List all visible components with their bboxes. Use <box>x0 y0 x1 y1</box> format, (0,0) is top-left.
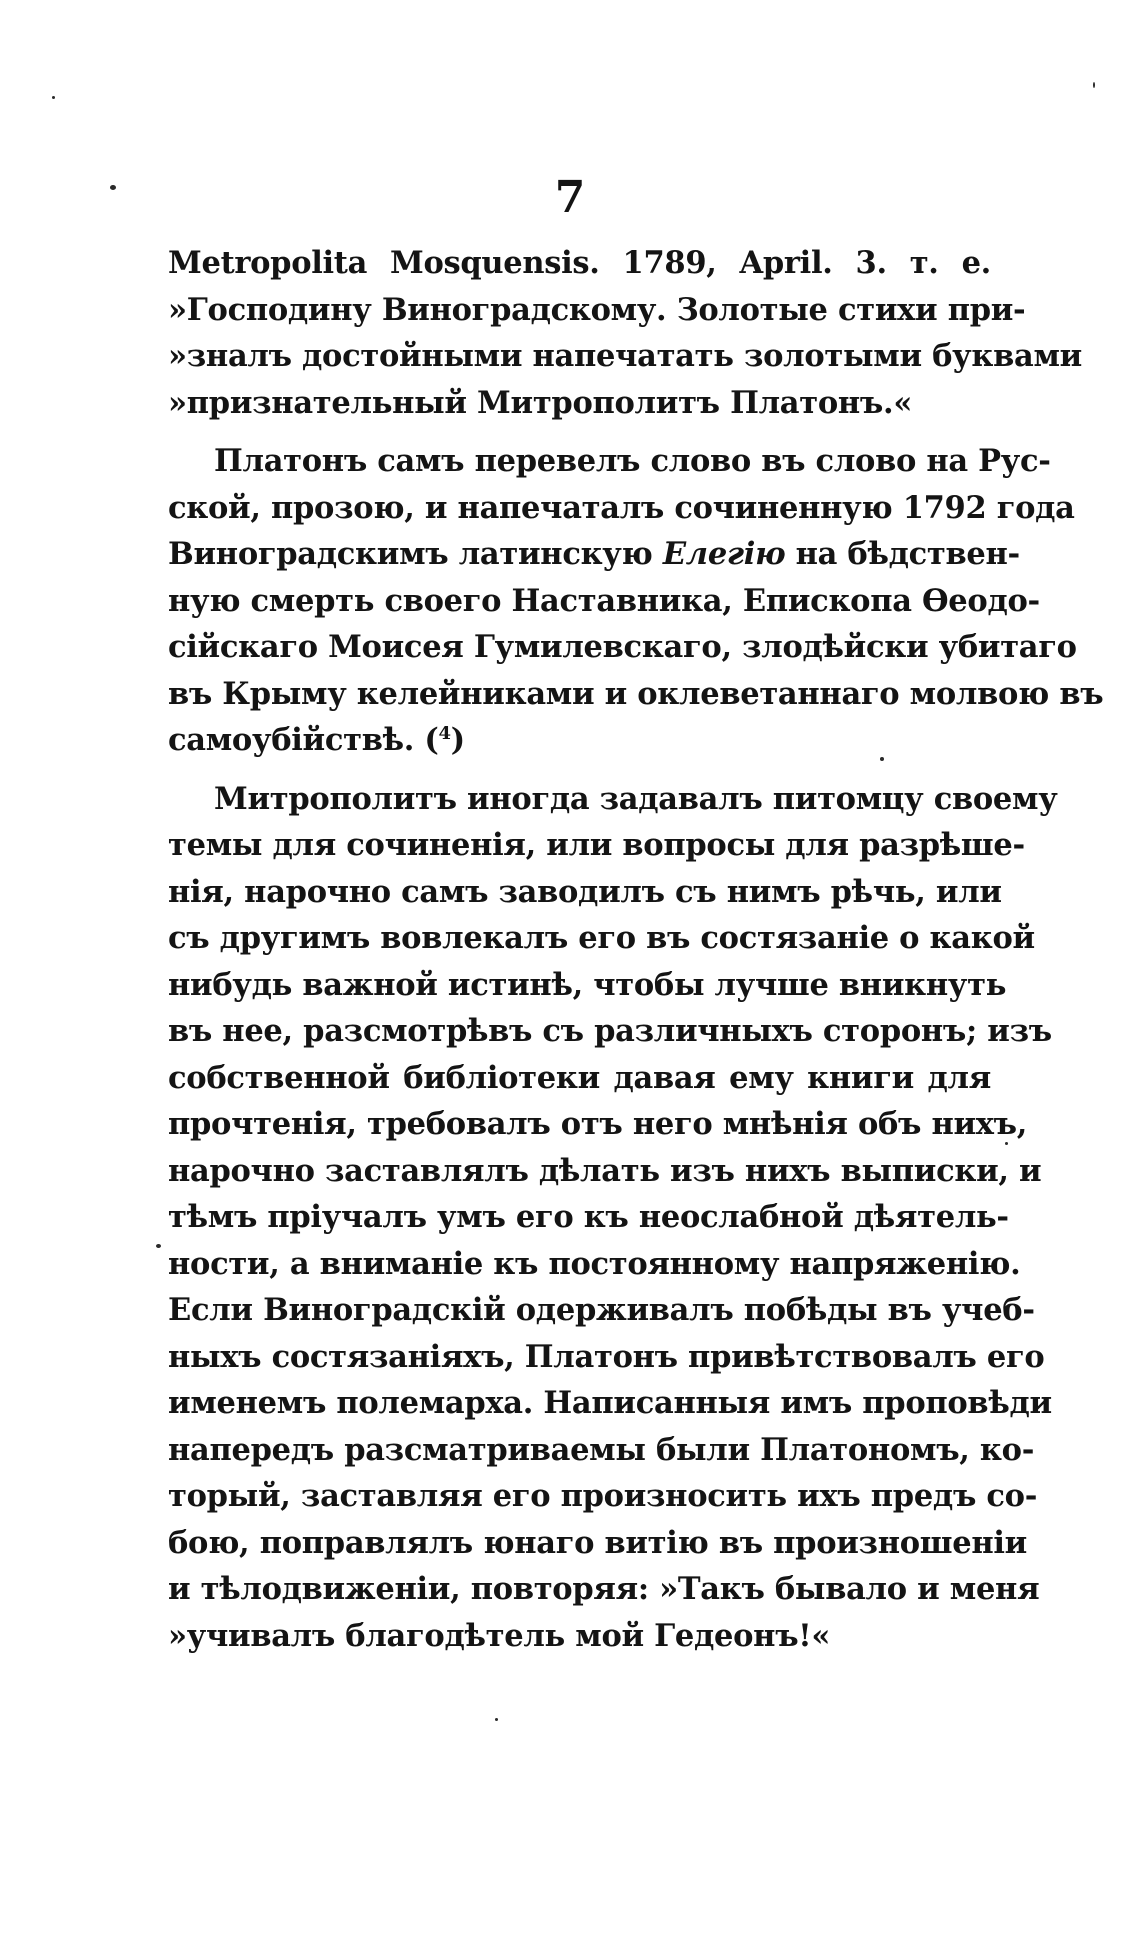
scan-speck <box>1005 1142 1008 1145</box>
text-line: нарочно заставлялъ дѣлать изъ нихъ выписки, и <box>168 1152 1042 1189</box>
text-line: »учивалъ благодѣтель мой Гедеонъ!« <box>168 1617 831 1654</box>
text-line: собственной библіотеки давая ему книги для <box>168 1059 991 1096</box>
text-line: съ другимъ вовлекалъ его въ состязаніе о какой <box>168 920 1035 956</box>
text-line: напередъ разсматриваемы были Платономъ, ко- <box>168 1431 1035 1468</box>
text-line: торый, заставляя его произносить ихъ предъ со- <box>168 1478 1038 1514</box>
page-number: 7 <box>554 172 586 223</box>
scan-speck <box>1093 82 1095 88</box>
text-line: именемъ полемарха. Написанныя имъ проповѣди <box>168 1385 1052 1421</box>
text-line: въ Крыму келейниками и оклеветаннаго молвою въ <box>168 675 1104 712</box>
text-run: самоубійствѣ. ( <box>168 722 439 758</box>
text-line: Metropolita Mosquensis. 1789, April. 3. т. е. <box>168 245 991 281</box>
text-line: бою, поправлялъ юнаго витію въ произношеніи <box>168 1524 1028 1561</box>
text-line: прочтенія, требовалъ отъ него мнѣнія объ нихъ, <box>168 1106 1028 1142</box>
text-run: Виноградскимъ латинскую <box>168 536 663 572</box>
scan-speck <box>156 1244 161 1248</box>
body-text <box>168 240 1104 1659</box>
text-line: нибудь важной истинѣ, чтобы лучше вникнуть <box>168 966 1007 1003</box>
text-run: на бѣдствен- <box>785 536 1020 572</box>
scan-speck <box>880 757 884 761</box>
text-line: ской, прозою, и напечаталъ сочиненную 1792 года <box>168 489 1075 526</box>
text-line: темы для сочиненія, или вопросы для разрѣше- <box>168 827 1025 863</box>
text-line: Если Виноградскій одерживалъ побѣды въ учеб- <box>168 1292 1035 1328</box>
text-run: ) <box>450 722 465 758</box>
paragraph-3 <box>168 776 1058 1660</box>
text-line: »зналъ достойными напечатать золотыми буквами <box>168 338 1082 374</box>
text-line: и тѣлодвиженіи, повторяя: »Такъ бывало и меня <box>168 1571 1040 1607</box>
scan-speck <box>110 185 116 190</box>
paragraph-2 <box>168 438 1104 764</box>
italic-word: Елегію <box>662 536 786 572</box>
text-line-with-footnote <box>168 717 991 764</box>
footnote-marker: 4 <box>438 722 451 744</box>
text-line: тѣмъ пріучалъ умъ его къ неослабной дѣятель- <box>168 1199 1009 1235</box>
scan-speck <box>495 1718 498 1721</box>
text-line: сійскаго Моисея Гумилевскаго, злодѣйски убитаго <box>168 629 1077 665</box>
text-line: ныхъ состязаніяхъ, Платонъ привѣтствовалъ его <box>168 1338 1045 1375</box>
text-line: ную смерть своего Наставника, Епископа Өеодо- <box>168 582 1040 619</box>
text-line: въ нее, разсмотрѣвъ съ различныхъ сторонъ; изъ <box>168 1013 1052 1049</box>
text-line: ности, а вниманіе къ постоянному напряженію. <box>168 1245 1021 1282</box>
text-line: Митрополитъ иногда задавалъ питомцу своему <box>214 780 1058 817</box>
text-line: »Господину Виноградскому. Золотые стихи при- <box>168 291 1026 328</box>
text-line: нія, нарочно самъ заводилъ съ нимъ рѣчь, или <box>168 873 1002 910</box>
text-line-with-italic <box>168 531 1020 578</box>
text-line: »признательный Митрополитъ Платонъ.« <box>168 384 913 421</box>
text-line: Платонъ самъ перевелъ слово въ слово на Рус- <box>214 443 1051 479</box>
scan-speck <box>52 96 55 99</box>
paragraph-1 <box>168 240 1082 426</box>
